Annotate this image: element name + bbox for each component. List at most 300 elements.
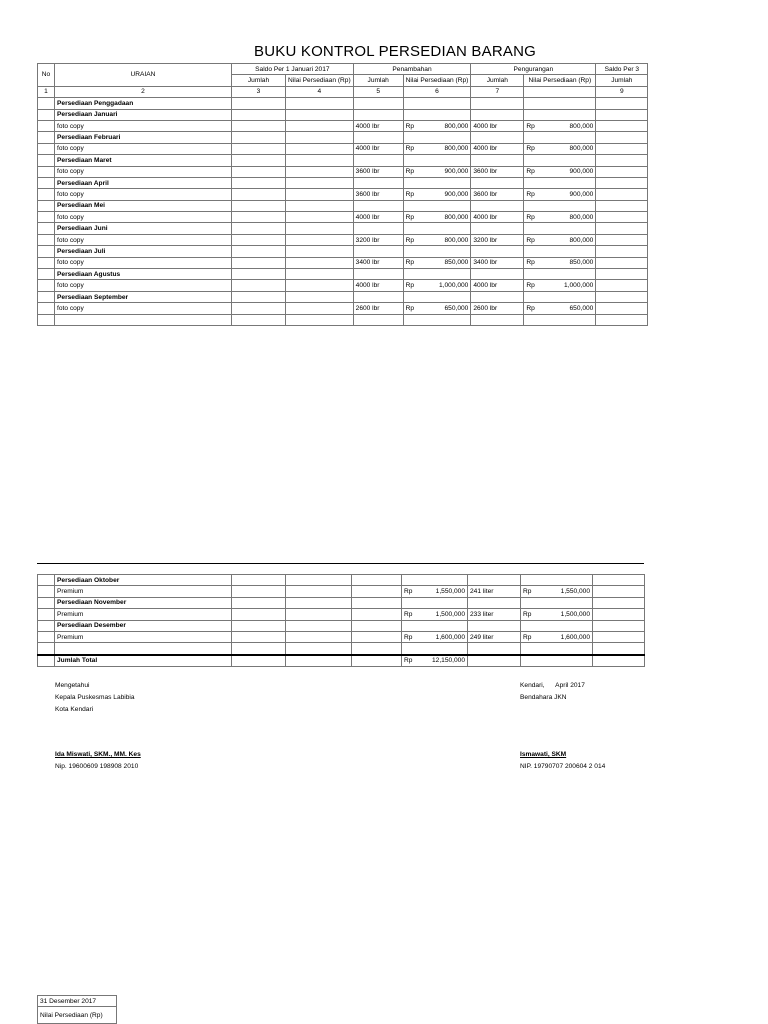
table-row — [38, 631, 645, 642]
cell-no — [38, 291, 55, 302]
cell-saldo-jumlah — [232, 246, 286, 257]
cell-saldo-nilai — [286, 98, 354, 109]
cell-no — [38, 120, 55, 131]
cell-uraian: foto copy — [55, 189, 232, 200]
amount-value: 800,000 — [569, 122, 594, 130]
header-nilai: Nilai Persediaan (Rp) — [524, 75, 596, 86]
cell-sub-value — [524, 200, 596, 211]
cell-akhir-jumlah — [596, 280, 648, 291]
amount-value: 800,000 — [569, 213, 594, 221]
cell-saldo-nilai — [286, 212, 354, 223]
cell-no — [38, 631, 55, 642]
cell-saldo-nilai — [286, 120, 354, 131]
cell-add-value — [403, 212, 471, 223]
cell-sub-qty: 249 liter — [468, 631, 521, 642]
table-row — [38, 155, 648, 166]
cell-add-value — [403, 177, 471, 188]
cell-sub-value — [524, 269, 596, 280]
cell-saldo-jumlah — [232, 314, 286, 325]
col-number: 6 — [403, 86, 471, 97]
cell-no — [38, 303, 55, 314]
currency-label: Rp — [404, 588, 413, 596]
cell-add-value — [403, 98, 471, 109]
sig-left-line2: Kepala Puskesmas Labibia — [55, 694, 135, 701]
sig-left-nip: Nip. 19600609 198908 2010 — [55, 763, 139, 770]
cell-sub-value — [521, 575, 593, 586]
cell-add-value — [402, 631, 468, 642]
amount-value: 850,000 — [444, 259, 469, 267]
cell-add-value — [403, 143, 471, 154]
header-jumlah: Jumlah — [471, 75, 524, 86]
cell-akhir-jumlah — [593, 575, 645, 586]
cell-saldo-jumlah — [232, 586, 286, 597]
cell-saldo-jumlah — [232, 303, 286, 314]
cell-uraian — [55, 643, 232, 655]
cell-sub-value — [524, 166, 596, 177]
cell-add-value — [403, 234, 471, 245]
cell-add-value — [403, 257, 471, 268]
cell-uraian — [55, 314, 232, 325]
cell-no — [38, 212, 55, 223]
cell-saldo-nilai — [286, 314, 354, 325]
cell-uraian: foto copy — [55, 280, 232, 291]
currency-label: Rp — [526, 304, 535, 312]
cell-sub-value — [524, 189, 596, 200]
cell-no — [38, 143, 55, 154]
cell-akhir-jumlah — [596, 200, 648, 211]
cell-saldo-jumlah — [232, 575, 286, 586]
cell-add-value — [403, 132, 471, 143]
cell-sub-qty: 4000 lbr — [471, 280, 524, 291]
cell-add-value — [403, 280, 471, 291]
table-row — [38, 314, 648, 325]
cell-no — [38, 200, 55, 211]
cell-uraian: Persediaan April — [55, 177, 232, 188]
currency-label: Rp — [405, 304, 415, 312]
page-title: BUKU KONTROL PERSEDIAN BARANG — [254, 43, 536, 60]
cell-add-value — [403, 314, 471, 325]
cell-no — [38, 155, 55, 166]
cell-saldo-nilai — [286, 109, 354, 120]
table-row — [38, 109, 648, 120]
cell-add-value — [403, 166, 471, 177]
currency-label: Rp — [526, 282, 535, 290]
cell-saldo-jumlah — [232, 98, 286, 109]
table-row — [38, 177, 648, 188]
cell-no — [38, 257, 55, 268]
cell-saldo-jumlah — [232, 631, 286, 642]
cell-akhir-jumlah — [596, 269, 648, 280]
cell-add-qty — [352, 575, 402, 586]
cell-akhir-jumlah — [596, 246, 648, 257]
cell-no — [38, 234, 55, 245]
amount-value: 850,000 — [569, 259, 594, 267]
col-number — [524, 86, 596, 97]
cell-uraian: Persediaan Oktober — [55, 575, 232, 586]
sig-right-name: Ismawati, SKM — [520, 751, 567, 758]
cell-sub-qty — [471, 109, 524, 120]
cell-saldo-jumlah — [232, 109, 286, 120]
cell-add-qty: 3400 lbr — [353, 257, 403, 268]
cell-akhir-jumlah — [596, 132, 648, 143]
total-label: Jumlah Total — [55, 655, 232, 667]
cell-akhir-jumlah — [596, 212, 648, 223]
cell-uraian: foto copy — [55, 212, 232, 223]
currency-label: Rp — [405, 236, 415, 244]
cell-sub-value — [524, 291, 596, 302]
cell-uraian: Persediaan November — [55, 597, 232, 608]
table-row — [38, 246, 648, 257]
cell-add-qty — [352, 655, 402, 667]
table-row — [38, 269, 648, 280]
table-row — [38, 143, 648, 154]
cell-sub-qty — [471, 98, 524, 109]
cell-add-qty: 3600 lbr — [353, 166, 403, 177]
cell-uraian: Persediaan Maret — [55, 155, 232, 166]
cell-saldo-nilai — [286, 303, 354, 314]
cell-sub-qty — [468, 575, 521, 586]
cell-saldo-jumlah — [232, 132, 286, 143]
cell-sub-qty — [468, 643, 521, 655]
cell-uraian: Premium — [55, 586, 232, 597]
cell-sub-value — [524, 212, 596, 223]
amount-value: 1,500,000 — [435, 610, 465, 618]
amount-value: 1,000,000 — [439, 282, 469, 290]
amount-value: 650,000 — [569, 304, 594, 312]
page-fragment-header — [37, 995, 117, 1024]
cell-add-qty: 3200 lbr — [353, 234, 403, 245]
cell-add-qty: 2600 lbr — [353, 303, 403, 314]
cell-sub-qty: 3600 lbr — [471, 189, 524, 200]
cell-akhir-jumlah — [596, 177, 648, 188]
cell-sub-value — [524, 155, 596, 166]
cell-saldo-nilai — [286, 143, 354, 154]
cell-akhir-jumlah — [596, 234, 648, 245]
sig-left-line1: Mengetahui — [55, 682, 90, 689]
amount-value: 12,150,000 — [431, 657, 465, 665]
cell-saldo-nilai — [286, 655, 352, 667]
cell-uraian: Persediaan September — [55, 291, 232, 302]
table-row — [38, 212, 648, 223]
cell-add-qty — [353, 98, 403, 109]
cell-no — [38, 166, 55, 177]
cell-add-value — [403, 223, 471, 234]
currency-label: Rp — [526, 259, 535, 267]
currency-label: Rp — [405, 282, 415, 290]
header-jumlah: Jumlah — [596, 75, 648, 86]
cell-add-qty — [352, 620, 402, 631]
cell-saldo-jumlah — [232, 597, 286, 608]
cell-sub-qty — [471, 291, 524, 302]
cell-add-qty — [352, 609, 402, 620]
cell-add-qty — [353, 291, 403, 302]
currency-label: Rp — [523, 588, 532, 596]
cell-uraian: Premium — [55, 631, 232, 642]
inventory-table-bottom — [37, 574, 645, 667]
cell-sub-qty — [471, 155, 524, 166]
cell-saldo-jumlah — [232, 269, 286, 280]
cell-saldo-nilai — [286, 166, 354, 177]
cell-akhir-jumlah — [593, 609, 645, 620]
cell-add-qty — [353, 314, 403, 325]
cell-add-qty — [353, 177, 403, 188]
cell-no — [38, 586, 55, 597]
amount-value: 1,500,000 — [560, 610, 590, 618]
amount-value: 800,000 — [444, 122, 469, 130]
cell-uraian: Persediaan Juni — [55, 223, 232, 234]
cell-sub-qty: 3400 lbr — [471, 257, 524, 268]
cell-no — [38, 132, 55, 143]
table-row — [38, 303, 648, 314]
cell-saldo-jumlah — [232, 200, 286, 211]
col-number: 4 — [286, 86, 354, 97]
cell-saldo-jumlah — [232, 189, 286, 200]
table-row — [38, 257, 648, 268]
currency-label: Rp — [404, 633, 413, 641]
table-row — [38, 132, 648, 143]
cell-saldo-nilai — [286, 280, 354, 291]
cell-no — [38, 655, 55, 667]
cell-sub-value — [524, 98, 596, 109]
header-nilai: Nilai Persediaan (Rp) — [403, 75, 471, 86]
currency-label: Rp — [405, 168, 415, 176]
table-row — [38, 586, 645, 597]
cell-sub-value — [521, 643, 593, 655]
cell-sub-value — [521, 655, 593, 667]
cell-sub-value — [524, 120, 596, 131]
cell-saldo-nilai — [286, 586, 352, 597]
cell-sub-value — [524, 177, 596, 188]
cell-add-qty: 4000 lbr — [353, 120, 403, 131]
cell-add-qty: 4000 lbr — [353, 143, 403, 154]
cell-uraian: foto copy — [55, 303, 232, 314]
cell-add-value — [403, 200, 471, 211]
currency-label: Rp — [526, 190, 535, 198]
currency-label: Rp — [523, 610, 532, 618]
cell-saldo-jumlah — [232, 257, 286, 268]
cell-sub-qty: 3600 lbr — [471, 166, 524, 177]
cell-add-qty — [353, 269, 403, 280]
cell-add-qty — [353, 246, 403, 257]
cell-add-value — [403, 303, 471, 314]
cell-no — [38, 575, 55, 586]
cell-sub-value — [521, 586, 593, 597]
amount-value: 1,600,000 — [560, 633, 590, 641]
cell-no — [38, 246, 55, 257]
cell-saldo-nilai — [286, 620, 352, 631]
table-row — [38, 234, 648, 245]
cell-no — [38, 609, 55, 620]
header-uraian: URAIAN — [55, 64, 232, 87]
cell-add-qty — [352, 643, 402, 655]
fragment-nilai: Nilai Persediaan (Rp) — [38, 1007, 117, 1024]
cell-sub-qty — [471, 269, 524, 280]
cell-no — [38, 189, 55, 200]
header-pengurangan: Pengurangan — [471, 64, 596, 75]
cell-sub-qty — [471, 132, 524, 143]
cell-saldo-jumlah — [232, 166, 286, 177]
cell-add-qty — [353, 200, 403, 211]
cell-add-value — [403, 155, 471, 166]
cell-saldo-nilai — [286, 177, 354, 188]
cell-saldo-jumlah — [232, 280, 286, 291]
cell-akhir-jumlah — [593, 655, 645, 667]
table-row — [38, 223, 648, 234]
cell-saldo-jumlah — [232, 177, 286, 188]
cell-uraian: Premium — [55, 609, 232, 620]
header-jumlah: Jumlah — [353, 75, 403, 86]
cell-sub-value — [521, 609, 593, 620]
cell-add-qty — [352, 631, 402, 642]
cell-sub-value — [524, 257, 596, 268]
table-row — [38, 643, 645, 655]
cell-no — [38, 643, 55, 655]
currency-label: Rp — [526, 122, 535, 130]
total-value — [402, 655, 468, 667]
cell-uraian: Persediaan Mei — [55, 200, 232, 211]
header-nilai: Nilai Persediaan (Rp) — [286, 75, 354, 86]
table-row — [38, 200, 648, 211]
cell-no — [38, 223, 55, 234]
cell-uraian: foto copy — [55, 234, 232, 245]
col-number: 5 — [353, 86, 403, 97]
cell-saldo-jumlah — [232, 120, 286, 131]
cell-add-value — [403, 291, 471, 302]
cell-no — [38, 98, 55, 109]
fragment-date: 31 Desember 2017 — [38, 996, 117, 1007]
cell-add-value — [403, 189, 471, 200]
cell-add-value — [402, 586, 468, 597]
cell-saldo-nilai — [286, 609, 352, 620]
cell-saldo-nilai — [286, 155, 354, 166]
cell-sub-value — [521, 631, 593, 642]
cell-uraian: Persediaan Agustus — [55, 269, 232, 280]
currency-label: Rp — [526, 145, 535, 153]
signature-right — [520, 680, 585, 704]
table-row — [38, 597, 645, 608]
cell-no — [38, 269, 55, 280]
header-saldo-akhir: Saldo Per 3 — [596, 64, 648, 75]
cell-saldo-jumlah — [232, 620, 286, 631]
cell-sub-value — [524, 143, 596, 154]
cell-add-qty: 3600 lbr — [353, 189, 403, 200]
cell-sub-qty — [468, 620, 521, 631]
cell-saldo-nilai — [286, 246, 354, 257]
amount-value: 900,000 — [444, 190, 469, 198]
cell-saldo-nilai — [286, 269, 354, 280]
cell-add-value — [402, 620, 468, 631]
cell-add-qty — [353, 109, 403, 120]
table-row — [38, 120, 648, 131]
cell-sub-qty — [471, 177, 524, 188]
cell-add-value — [402, 609, 468, 620]
header-no: No — [38, 64, 55, 87]
amount-value: 800,000 — [444, 145, 469, 153]
sig-left-name: Ida Miswati, SKM., MM. Kes — [55, 751, 141, 758]
cell-uraian: foto copy — [55, 166, 232, 177]
cell-add-value — [402, 597, 468, 608]
cell-add-qty — [353, 223, 403, 234]
cell-saldo-nilai — [286, 189, 354, 200]
signature-left-name-block — [55, 749, 141, 773]
cell-no — [38, 314, 55, 325]
currency-label: Rp — [405, 190, 415, 198]
cell-sub-value — [524, 246, 596, 257]
cell-saldo-jumlah — [232, 212, 286, 223]
cell-saldo-jumlah — [232, 223, 286, 234]
cell-sub-value — [524, 109, 596, 120]
amount-value: 900,000 — [444, 168, 469, 176]
cell-add-value — [402, 643, 468, 655]
cell-no — [38, 620, 55, 631]
table-row — [38, 609, 645, 620]
cell-sub-qty: 3200 lbr — [471, 234, 524, 245]
amount-value: 1,550,000 — [435, 588, 465, 596]
cell-sub-value — [524, 132, 596, 143]
signature-right-name-block — [520, 749, 605, 773]
table-row — [38, 98, 648, 109]
currency-label: Rp — [404, 610, 413, 618]
cell-sub-qty — [471, 223, 524, 234]
cell-uraian: Persediaan Desember — [55, 620, 232, 631]
header-penambahan: Penambahan — [353, 64, 471, 75]
cell-saldo-nilai — [286, 234, 354, 245]
cell-akhir-jumlah — [593, 586, 645, 597]
cell-add-qty: 4000 lbr — [353, 280, 403, 291]
total-row — [38, 655, 645, 667]
currency-label: Rp — [526, 213, 535, 221]
section-divider — [37, 563, 644, 564]
cell-saldo-jumlah — [232, 143, 286, 154]
cell-no — [38, 109, 55, 120]
cell-saldo-nilai — [286, 597, 352, 608]
col-number: 1 — [38, 86, 55, 97]
cell-akhir-jumlah — [596, 155, 648, 166]
cell-saldo-nilai — [286, 291, 354, 302]
cell-akhir-jumlah — [596, 223, 648, 234]
cell-uraian: foto copy — [55, 143, 232, 154]
cell-akhir-jumlah — [596, 109, 648, 120]
cell-add-qty — [353, 155, 403, 166]
currency-label: Rp — [526, 236, 535, 244]
cell-uraian: Persediaan Februari — [55, 132, 232, 143]
cell-saldo-nilai — [286, 643, 352, 655]
cell-uraian: foto copy — [55, 257, 232, 268]
cell-sub-value — [524, 314, 596, 325]
cell-saldo-jumlah — [232, 609, 286, 620]
amount-value: 900,000 — [569, 168, 594, 176]
amount-value: 800,000 — [444, 213, 469, 221]
cell-sub-value — [524, 223, 596, 234]
cell-sub-qty: 4000 lbr — [471, 120, 524, 131]
currency-label: Rp — [526, 168, 535, 176]
currency-label: Rp — [405, 259, 415, 267]
cell-add-value — [403, 109, 471, 120]
cell-saldo-jumlah — [232, 643, 286, 655]
table-row — [38, 575, 645, 586]
signature-left — [55, 680, 135, 716]
sig-left-line3: Kota Kendari — [55, 706, 94, 713]
cell-no — [38, 177, 55, 188]
cell-add-qty: 4000 lbr — [353, 212, 403, 223]
amount-value: 1,600,000 — [435, 633, 465, 641]
cell-saldo-jumlah — [232, 234, 286, 245]
cell-saldo-nilai — [286, 132, 354, 143]
sig-right-line2: Bendahara JKN — [520, 694, 567, 701]
table-row — [38, 620, 645, 631]
currency-label: Rp — [405, 213, 415, 221]
cell-uraian: Persediaan Januari — [55, 109, 232, 120]
